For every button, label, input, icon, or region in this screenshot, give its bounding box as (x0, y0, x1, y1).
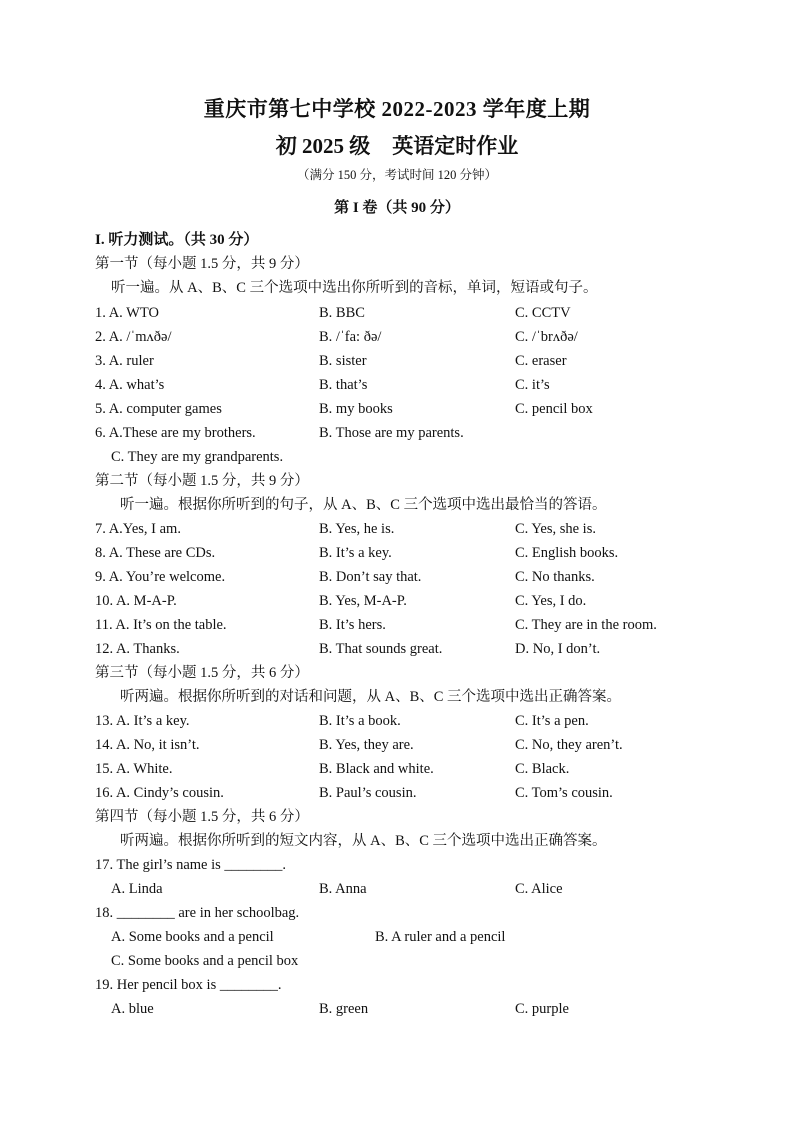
question-line (0, 638, 794, 660)
question-line (0, 614, 794, 636)
line-text: B. that’s (319, 377, 368, 393)
line-text: B. It’s a book. (319, 713, 401, 729)
line-text: B. Yes, they are. (319, 737, 414, 753)
line-text: C. Black. (515, 761, 570, 777)
line-text: C. They are in the room. (515, 617, 657, 633)
line-text: 第一节（每小题 1.5 分，共 9 分） (95, 256, 309, 272)
line-text: 第二节（每小题 1.5 分，共 9 分） (95, 473, 309, 489)
line-text: C. purple (515, 1001, 569, 1017)
line-text: B. green (319, 1001, 369, 1017)
line-text: B. A ruler and a pencil (375, 929, 506, 945)
line-text: 4. A. what’s (95, 377, 165, 393)
question-line (0, 590, 794, 612)
line-text: B. /ˈfa: ðə/ (319, 329, 382, 345)
line-text: B. Those are my parents. (319, 425, 464, 441)
line-text: B. my books (319, 401, 393, 417)
question-line (0, 253, 794, 275)
line-text: 10. A. M-A-P. (95, 593, 177, 609)
score-time-note: （满分 150 分，考试时间 120 分钟） (296, 168, 497, 182)
question-line (0, 806, 794, 828)
line-text: B. That sounds great. (319, 641, 443, 657)
line-text: C. pencil box (515, 401, 593, 417)
line-text: 7. A.Yes, I am. (95, 521, 181, 537)
line-text: C. CCTV (515, 305, 571, 321)
question-line (0, 374, 794, 396)
line-text: B. Don’t say that. (319, 569, 422, 585)
question-line (0, 998, 794, 1020)
line-text: C. Yes, I do. (515, 593, 587, 609)
line-text: B. Yes, M-A-P. (319, 593, 407, 609)
line-text: B. BBC (319, 305, 365, 321)
line-text: C. it’s (515, 377, 550, 393)
line-text: A. Some books and a pencil (111, 929, 274, 945)
line-text: 14. A. No, it isn’t. (95, 737, 200, 753)
question-line (0, 854, 794, 876)
question-line (0, 326, 794, 348)
line-text: 2. A. /ˈmʌðə/ (95, 329, 172, 345)
question-line (0, 470, 794, 492)
line-text: C. No, they aren’t. (515, 737, 623, 753)
line-text: 1. A. WTO (95, 305, 159, 321)
line-text: 9. A. You’re welcome. (95, 569, 226, 585)
line-text: 17. The girl’s name is ________. (95, 857, 287, 873)
line-text: 11. A. It’s on the table. (95, 617, 227, 633)
question-line (0, 422, 794, 444)
line-text: C. It’s a pen. (515, 713, 589, 729)
line-text: B. Anna (319, 881, 367, 897)
question-line (0, 277, 794, 299)
line-text: C. They are my grandparents. (111, 449, 284, 465)
line-text: 15. A. White. (95, 761, 173, 777)
line-text: 16. A. Cindy’s cousin. (95, 785, 224, 801)
question-line (0, 686, 794, 708)
subject-label: 英语定时作业 (392, 134, 519, 158)
question-line (0, 830, 794, 852)
question-line (0, 950, 794, 972)
question-line (0, 398, 794, 420)
exam-title: 重庆市第七中学校 2022-2023 学年度上期 (203, 97, 591, 121)
line-text: 第四节（每小题 1.5 分，共 6 分） (95, 809, 309, 825)
question-line (0, 734, 794, 756)
line-text: 听一遍。根据你所听到的句子，从 A、B、C 三个选项中选出最恰当的答语。 (120, 497, 607, 513)
line-text: 8. A. These are CDs. (95, 545, 216, 561)
question-line (0, 902, 794, 924)
question-line (0, 302, 794, 324)
line-text: B. It’s hers. (319, 617, 386, 633)
question-line (0, 710, 794, 732)
line-text: 第三节（每小题 1.5 分，共 6 分） (95, 665, 309, 681)
line-text: C. No thanks. (515, 569, 595, 585)
line-text: 3. A. ruler (95, 353, 154, 369)
volume-heading: 第 I 卷（共 90 分） (334, 200, 460, 216)
question-line (0, 566, 794, 588)
line-text: B. Paul’s cousin. (319, 785, 417, 801)
line-text: C. /ˈbrʌðə/ (515, 329, 578, 345)
question-line (0, 758, 794, 780)
grade-label: 初 2025 级 (275, 134, 371, 158)
line-text: 听两遍。根据你所听到的短文内容，从 A、B、C 三个选项中选出正确答案。 (120, 833, 607, 849)
line-text: B. Black and white. (319, 761, 434, 777)
question-line (0, 878, 794, 900)
line-text: 5. A. computer games (95, 401, 222, 417)
line-text: B. It’s a key. (319, 545, 392, 561)
question-line (0, 350, 794, 372)
line-text: B. sister (319, 353, 367, 369)
line-text: 6. A.These are my brothers. (95, 425, 256, 441)
question-line (0, 518, 794, 540)
question-line (0, 782, 794, 804)
line-text: 听两遍。根据你所听到的对话和问题，从 A、B、C 三个选项中选出正确答案。 (120, 689, 622, 705)
question-line (0, 446, 794, 468)
line-text: 听一遍。从 A、B、C 三个选项中选出你所听到的音标，单词，短语或句子。 (111, 280, 598, 296)
line-text: C. Some books and a pencil box (111, 953, 299, 969)
line-text: A. blue (111, 1001, 154, 1017)
line-text: 13. A. It’s a key. (95, 713, 190, 729)
line-text: B. Yes, he is. (319, 521, 395, 537)
line-text: 18. ________ are in her schoolbag. (95, 905, 300, 921)
question-line (0, 662, 794, 684)
line-text: C. English books. (515, 545, 619, 561)
question-line (0, 542, 794, 564)
question-line (0, 926, 794, 948)
question-line (0, 974, 794, 996)
line-text: C. eraser (515, 353, 567, 369)
line-text: 19. Her pencil box is ________. (95, 977, 282, 993)
line-text: C. Yes, she is. (515, 521, 596, 537)
line-text: D. No, I don’t. (515, 641, 601, 657)
line-text: C. Alice (515, 881, 563, 897)
line-text: 12. A. Thanks. (95, 641, 180, 657)
question-line (0, 494, 794, 516)
line-text: C. Tom’s cousin. (515, 785, 613, 801)
line-text: A. Linda (111, 881, 163, 897)
part-heading: I. 听力测试。（共 30 分） (95, 232, 259, 248)
